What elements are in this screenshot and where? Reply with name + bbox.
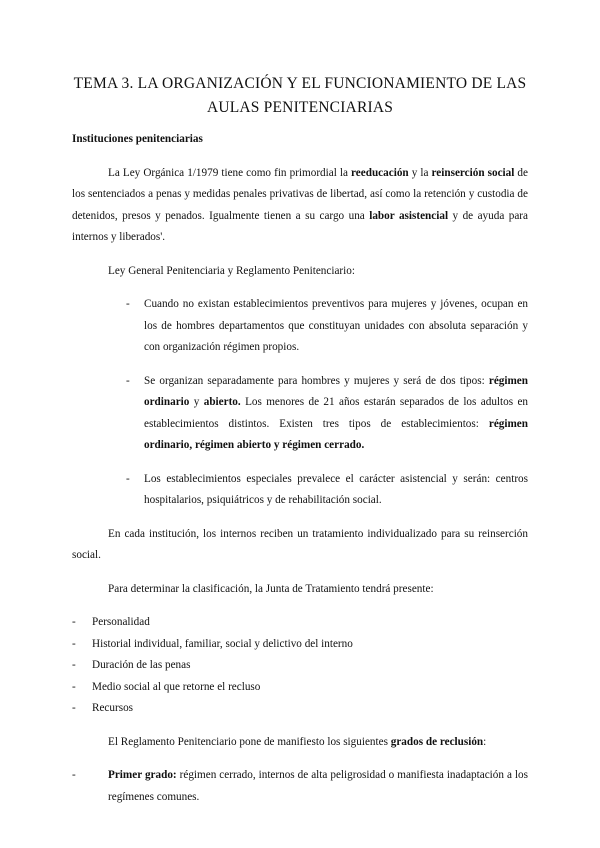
intro-bold-reeducacion: reeducación <box>351 166 409 179</box>
law-item-2 <box>126 371 529 457</box>
law-item-3-text: Los establecimientos especiales prevalece el carácter asistencial y serán: centros hospitalarios, psiquiátricos y de rehabilitación social. <box>144 472 528 506</box>
intro-text-3: de los sentenciados a penas y medidas penales privativas de libertad, así como la retención y custodia de detenidos, presos y penados. Igualmente tienen a su cargo una <box>72 166 528 222</box>
list-item <box>72 655 528 677</box>
list-item-text: Historial individual, familiar, social y delictivo del interno <box>92 637 353 650</box>
law-line: Ley General Penitenciaria y Reglamento Penitenciario: <box>108 264 355 277</box>
dash-marker: - <box>126 472 130 485</box>
treatment-paragraph: En cada institución, los internos reciben un tratamiento individualizado para su reinserción social. <box>72 527 528 561</box>
grades-intro <box>72 732 528 754</box>
grades-intro-bold: grados de reclusión <box>390 735 484 748</box>
grade-text: régimen cerrado, internos de alta peligrosidad o manifiesta inadaptación a los regímenes comunes. <box>108 769 528 803</box>
section-heading: Instituciones penitenciarias <box>72 133 203 145</box>
law-item-3 <box>126 469 528 512</box>
dash-marker: - <box>126 298 130 310</box>
law-item-1-text: Cuando no existan establecimientos preventivos para mujeres y jóvenes, ocupan en los de hombres departamentos que constituyan unidades con absoluta separación y con organización régimen propios. <box>144 298 528 353</box>
intro-text-2: y la <box>408 166 432 179</box>
dash-marker: - <box>72 659 76 671</box>
intro-bold-reinsercion: reinserción social <box>431 166 515 179</box>
dash-marker: - <box>72 616 76 628</box>
document-page <box>72 72 528 808</box>
intro-text-1: La Ley Orgánica 1/1979 tiene como fin primordial la <box>108 166 352 179</box>
grades-list <box>72 765 528 808</box>
list-item <box>72 677 528 699</box>
dash-marker: - <box>72 637 76 650</box>
intro-text-4: y de ayuda para internos y liberados'. <box>72 209 528 243</box>
dash-marker: - <box>72 769 76 781</box>
classification-list <box>72 612 528 720</box>
grade-item-first <box>72 765 528 808</box>
page-title: TEMA 3. LA ORGANIZACIÓN Y EL FUNCIONAMIENTO DE LAS AULAS PENITENCIARIAS <box>73 75 527 116</box>
classification-intro: Para determinar la clasificación, la Junta de Tratamiento tendrá presente: <box>108 582 434 595</box>
law-item-2-bold-regimenes: régimen ordinario, régimen abierto y régimen cerrado. <box>144 417 528 451</box>
dash-marker: - <box>126 374 130 387</box>
grades-intro-text: El Reglamento Penitenciario pone de manifiesto los siguientes <box>108 735 391 748</box>
dash-marker: - <box>72 702 76 714</box>
law-item-2-text-a: Se organizan separadamente para hombres y mujeres y será de dos tipos: <box>144 374 489 387</box>
intro-bold-labor: labor asistencial <box>369 209 449 222</box>
list-item <box>72 634 528 656</box>
list-item-text: Recursos <box>92 702 134 714</box>
grades-intro-end: : <box>483 735 487 748</box>
dash-marker: - <box>72 680 76 693</box>
list-item-text: Medio social al que retorne el recluso <box>92 680 261 693</box>
law-item-2-bold-abierto: abierto. <box>203 396 241 408</box>
grade-label: Primer grado: <box>108 769 177 781</box>
law-item-1 <box>126 294 528 359</box>
law-list <box>72 294 528 512</box>
list-item-text: Duración de las penas <box>92 659 191 671</box>
list-item <box>72 698 528 720</box>
law-item-2-bold-ordinario: régimen ordinario <box>144 374 528 408</box>
list-item <box>72 612 528 634</box>
list-item-text: Personalidad <box>92 616 150 628</box>
law-item-2-text-d: Los menores de 21 años estarán separados de los adultos en establecimientos distintos. Existen tres tipos de establecimientos: <box>144 396 529 430</box>
law-item-2-text-c: y <box>189 396 204 408</box>
intro-paragraph <box>72 163 528 249</box>
